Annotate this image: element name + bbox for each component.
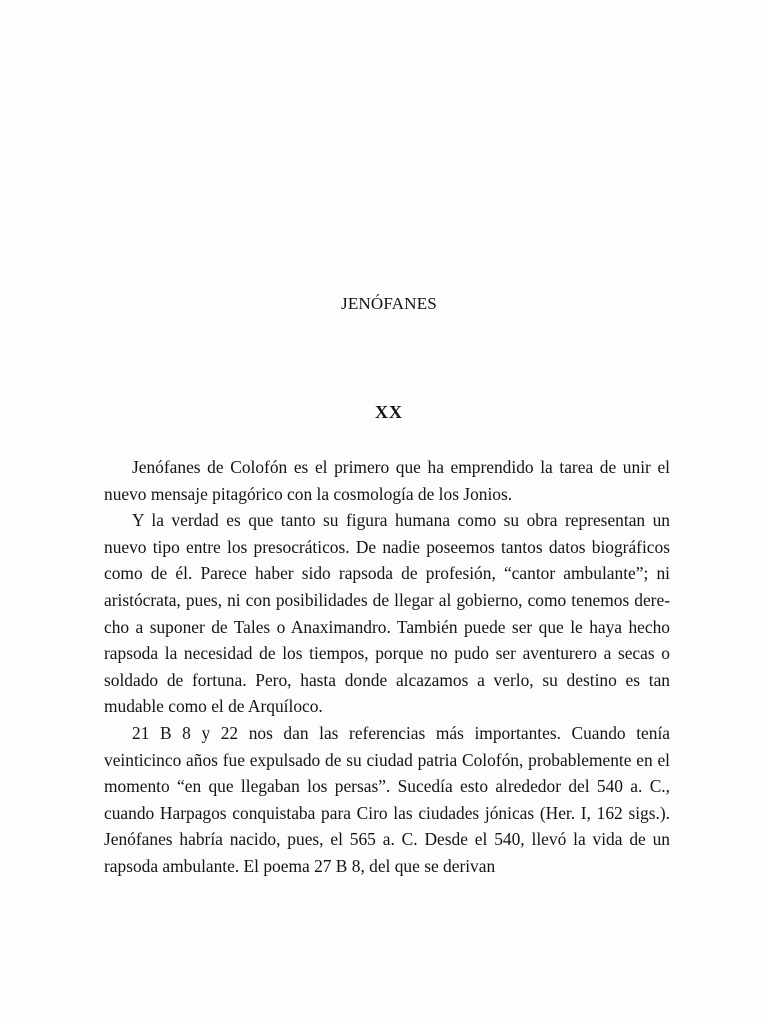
paragraph: Jenófanes de Colofón es el primero que ha emprendido la tarea de unir el nuevo mensaje pitagórico con la cosmología de los Jonios. bbox=[104, 457, 670, 504]
paragraph: Y la verdad es que tanto su figura humana como su obra representan un nuevo tipo entre los presocráticos. De nadie poseemos tantos datos biográficos como de él. Parece haber sido rapsoda de profesión, “cantor ambulante”; ni aristócrata, pues, ni con posibilidades de llegar al gobierno, como tenemos derecho a suponer de Tales o Anaximandro. También puede ser que le haya hecho rapsoda la necesidad de los tiempos, porque no pudo ser aventurero a secas o soldado de fortuna. Pero, hasta donde alcazamos a verlo, su destino es tan mudable como el de Arquíloco. bbox=[104, 510, 670, 717]
section-number: XX bbox=[375, 402, 403, 422]
body-text bbox=[104, 454, 670, 880]
paragraph: 21 B 8 y 22 nos dan las referencias más importantes. Cuando tenía veinticinco años fue expulsado de su ciudad patria Colofón, probablemente en el momento “en que llegaban los persas”. Sucedía esto alrededor del 540 a. C., cuando Harpagos conquistaba para Ciro las ciudades jónicas (Her. I, 162 sigs.). Jenófanes habría nacido, pues, el 565 a. C. Desde el 540, llevó la vida de un rapsoda ambulante. El poema 27 B 8, del que se derivan bbox=[104, 722, 670, 876]
chapter-title: JENÓFANES bbox=[341, 294, 437, 313]
